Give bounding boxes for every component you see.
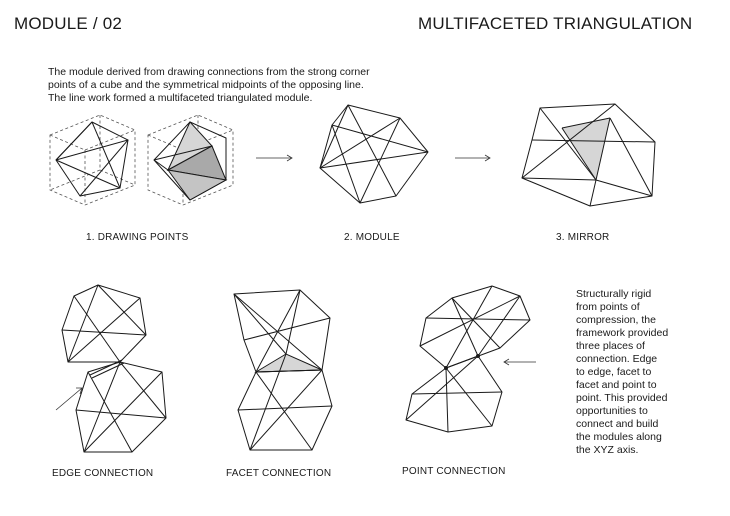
step-label: 3. MIRROR	[556, 232, 610, 243]
description-line: the XYZ axis.	[576, 444, 639, 456]
step-label: 2. MODULE	[344, 232, 400, 243]
connection-label: FACET CONNECTION	[226, 468, 332, 479]
description-paragraph	[576, 288, 676, 457]
intro-line: The line work formed a multifaceted triangulated module.	[48, 92, 313, 104]
cube-shaded-faces-figure	[148, 115, 233, 205]
edge-connection-figure	[56, 285, 166, 452]
arrow-right-icon	[256, 155, 292, 161]
description-line: framework provided	[576, 327, 669, 339]
cube-drawing-points-figure	[50, 115, 135, 205]
description-line: connect and build	[576, 418, 659, 430]
intro-line: The module derived from drawing connections from the strong corner	[48, 66, 370, 78]
step-label: 1. DRAWING POINTS	[86, 232, 189, 243]
connection-label: POINT CONNECTION	[402, 466, 506, 477]
description-line: three places of	[576, 340, 645, 352]
description-line: Structurally rigid	[576, 288, 652, 300]
description-line: from points of	[576, 301, 640, 313]
connection-label: EDGE CONNECTION	[52, 468, 154, 479]
description-line: facet and point to	[576, 379, 657, 391]
mirror-figure	[522, 104, 655, 206]
arrow-right-icon	[455, 155, 490, 161]
facet-connection-figure	[234, 290, 332, 450]
module-figure	[320, 105, 428, 203]
section-title: MULTIFACETED TRIANGULATION	[418, 14, 693, 33]
description-line: the modules along	[576, 431, 662, 443]
intro-line: points of a cube and the symmetrical midpoints of the opposing line.	[48, 79, 364, 91]
description-line: compression, the	[576, 314, 656, 326]
description-line: opportunities to	[576, 405, 648, 417]
description-line: point. This provided	[576, 392, 668, 404]
point-connection-figure	[406, 286, 536, 432]
description-line: to edge, facet to	[576, 366, 652, 378]
description-line: connection. Edge	[576, 353, 658, 365]
module-title: MODULE / 02	[14, 14, 123, 33]
